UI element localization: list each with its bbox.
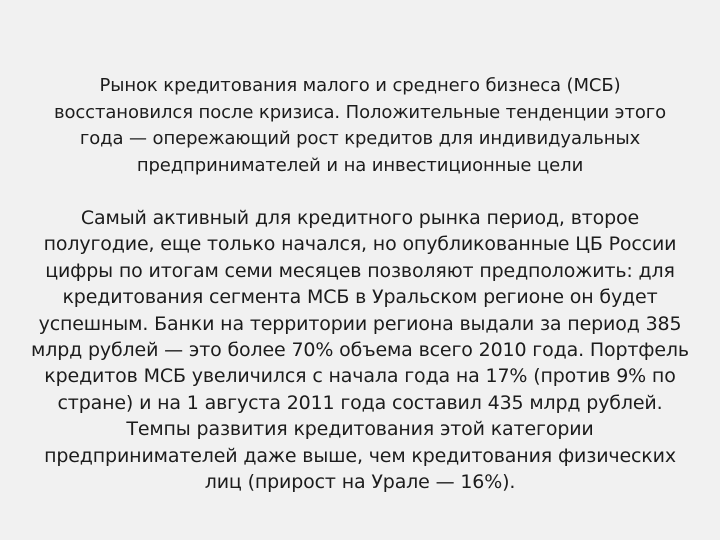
slide-body-text: Самый активный для кредитного рынка период, второе полугодие, еще только начался, но опубликованные ЦБ России цифры по итогам семи месяцев позволяют предположить: для кредитования сегмента МСБ в Уральском регионе он будет успешным. Банки на территории региона выдали за период 385 млрд рублей — это более 70% объема всего 2010 года. Портфель кредитов МСБ увеличился с начала года на 17% (против 9% по стране) и на 1 августа 2011 года составил 435 млрд рублей. Темпы развития кредитования этой категории предпринимателей даже выше, чем кредитования физических лиц (прирост на Урале — 16%). xyxy=(31,207,689,494)
slide-title: Рынок кредитования малого и среднего бизнеса (МСБ) восстановился после кризиса. Положительные тенденции этого года — опережающий рост кредитов для индивидуальных предпринимателей и на инвестиционные цели xyxy=(53,75,667,176)
